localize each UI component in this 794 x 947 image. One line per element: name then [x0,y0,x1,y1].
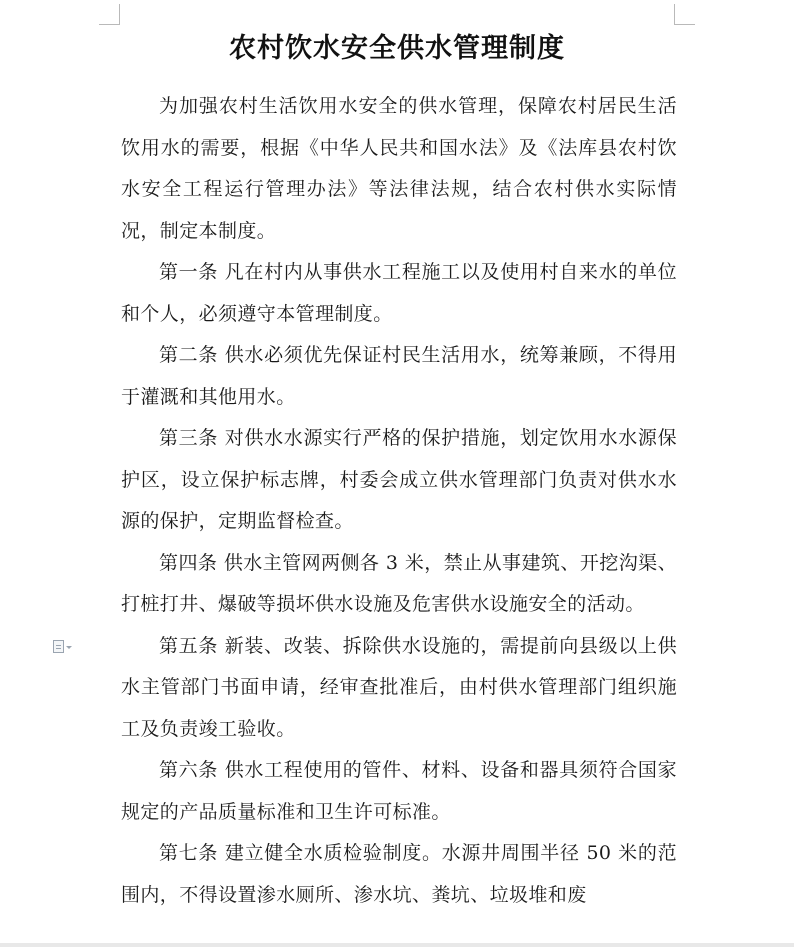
paragraph-article-7[interactable]: 第七条 建立健全水质检验制度。水源井周围半径 50 米的范围内，不得设置渗水厕所、渗水坑、粪坑、垃圾堆和废 [121,842,677,906]
document-body[interactable] [121,86,677,916]
paragraph-article-6[interactable]: 第六条 供水工程使用的管件、材料、设备和器具须符合国家规定的产品质量标准和卫生许可标准。 [121,759,677,823]
document-title[interactable]: 农村饮水安全供水管理制度 [229,33,565,64]
page-corner-mark-right [674,4,695,25]
paragraph-article-5[interactable]: 第五条 新装、改装、拆除供水设施的，需提前向县级以上供水主管部门书面申请，经审查批准后，由村供水管理部门组织施工及负责竣工验收。 [121,634,677,740]
paragraph-intro[interactable]: 为加强农村生活饮用水安全的供水管理，保障农村居民生活饮用水的需要，根据《中华人民共和国水法》及《法库县农村饮水安全工程运行管理办法》等法律法规，结合农村供水实际情况，制定本制度。 [121,95,677,242]
paragraph-article-1[interactable]: 第一条 凡在村内从事供水工程施工以及使用村自来水的单位和个人，必须遵守本管理制度。 [121,261,677,325]
page-corner-mark-left [99,4,120,25]
paragraph-options-button[interactable] [53,638,79,654]
paragraph-article-4[interactable]: 第四条 供水主管网两侧各 3 米，禁止从事建筑、开挖沟渠、打桩打井、爆破等损坏供水设施及危害供水设施安全的活动。 [121,551,677,615]
paragraph-article-2[interactable]: 第二条 供水必须优先保证村民生活用水，统筹兼顾，不得用于灌溉和其他用水。 [121,344,677,408]
paragraph-article-3[interactable]: 第三条 对供水水源实行严格的保护措施，划定饮用水水源保护区，设立保护标志牌，村委会成立供水管理部门负责对供水水源的保护，定期监督检查。 [121,427,677,532]
dropdown-arrow-icon [66,646,72,649]
page-bottom-edge [0,943,794,947]
document-options-icon [53,640,64,653]
